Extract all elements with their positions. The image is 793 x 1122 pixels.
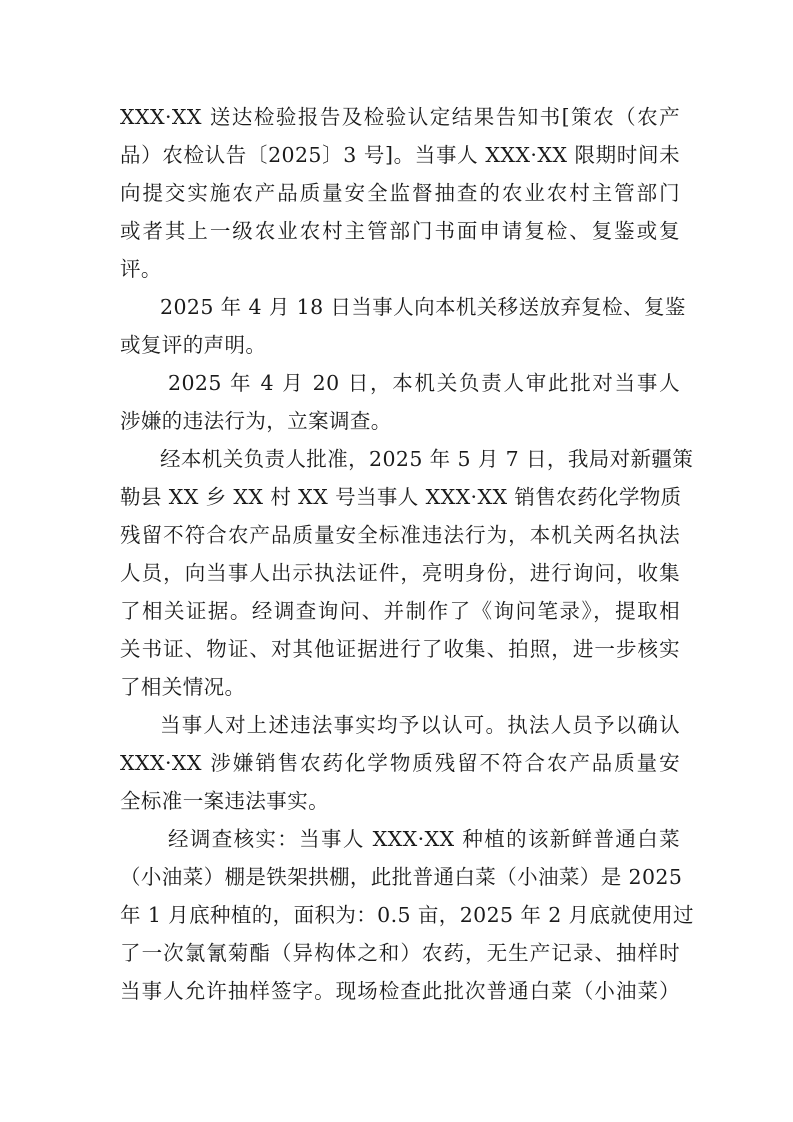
text-line: 人员，向当事人出示执法证件，亮明身份，进行询问，收集 [120,561,680,585]
text-line: 关书证、物证、对其他证据进行了收集、拍照，进一步核实 [120,637,680,661]
text-line: XXX·XX 涉嫌销售农药化学物质残留不符合农产品质量安 [120,751,680,775]
text-line: 勒县 XX 乡 XX 村 XX 号当事人 XXX·XX 销售农药化学物质 [120,485,682,509]
text-line: 评。 [120,257,162,281]
text-line: 向提交实施农产品质量安全监督抽查的农业农村主管部门 [120,181,680,205]
text-line: 当事人对上述违法事实均予以认可。执法人员予以确认 [160,713,680,737]
text-line: 或者其上一级农业农村主管部门书面申请复检、复鉴或复 [120,219,680,243]
text-line: 品）农检认告〔2025〕3 号]。当事人 XXX·XX 限期时间未 [120,143,680,167]
text-line: 2025 年 4 月 18 日当事人向本机关移送放弃复检、复鉴 [160,295,686,319]
text-line: （小油菜）棚是铁架拱棚，此批普通白菜（小油菜）是 2025 [120,865,683,889]
text-line: 了相关情况。 [120,675,246,699]
text-line: 年 1 月底种植的，面积为：0.5 亩，2025 年 2 月底就使用过 [120,903,694,927]
text-line: 或复评的声明。 [120,333,267,357]
text-line: 残留不符合农产品质量安全标准违法行为，本机关两名执法 [120,523,680,547]
text-line: 2025 年 4 月 20 日，本机关负责人审此批对当事人 [168,371,680,395]
text-line: 经调查核实：当事人 XXX·XX 种植的该新鲜普通白菜 [168,827,680,851]
text-line: 涉嫌的违法行为，立案调查。 [120,409,392,433]
text-line: 经本机关负责人批准，2025 年 5 月 7 日，我局对新疆策 [160,447,694,471]
text-line: 了相关证据。经调查询问、并制作了《询问笔录》，提取相 [120,599,680,623]
text-line: 当事人允许抽样签字。现场检查此批次普通白菜（小油菜） [120,979,680,1003]
text-line: 全标准一案违法事实。 [120,789,329,813]
text-line: XXX·XX 送达检验报告及检验认定结果告知书[策农（农产 [120,105,680,129]
text-line: 了一次氯氰菊酯（异构体之和）农药，无生产记录、抽样时 [120,941,680,965]
